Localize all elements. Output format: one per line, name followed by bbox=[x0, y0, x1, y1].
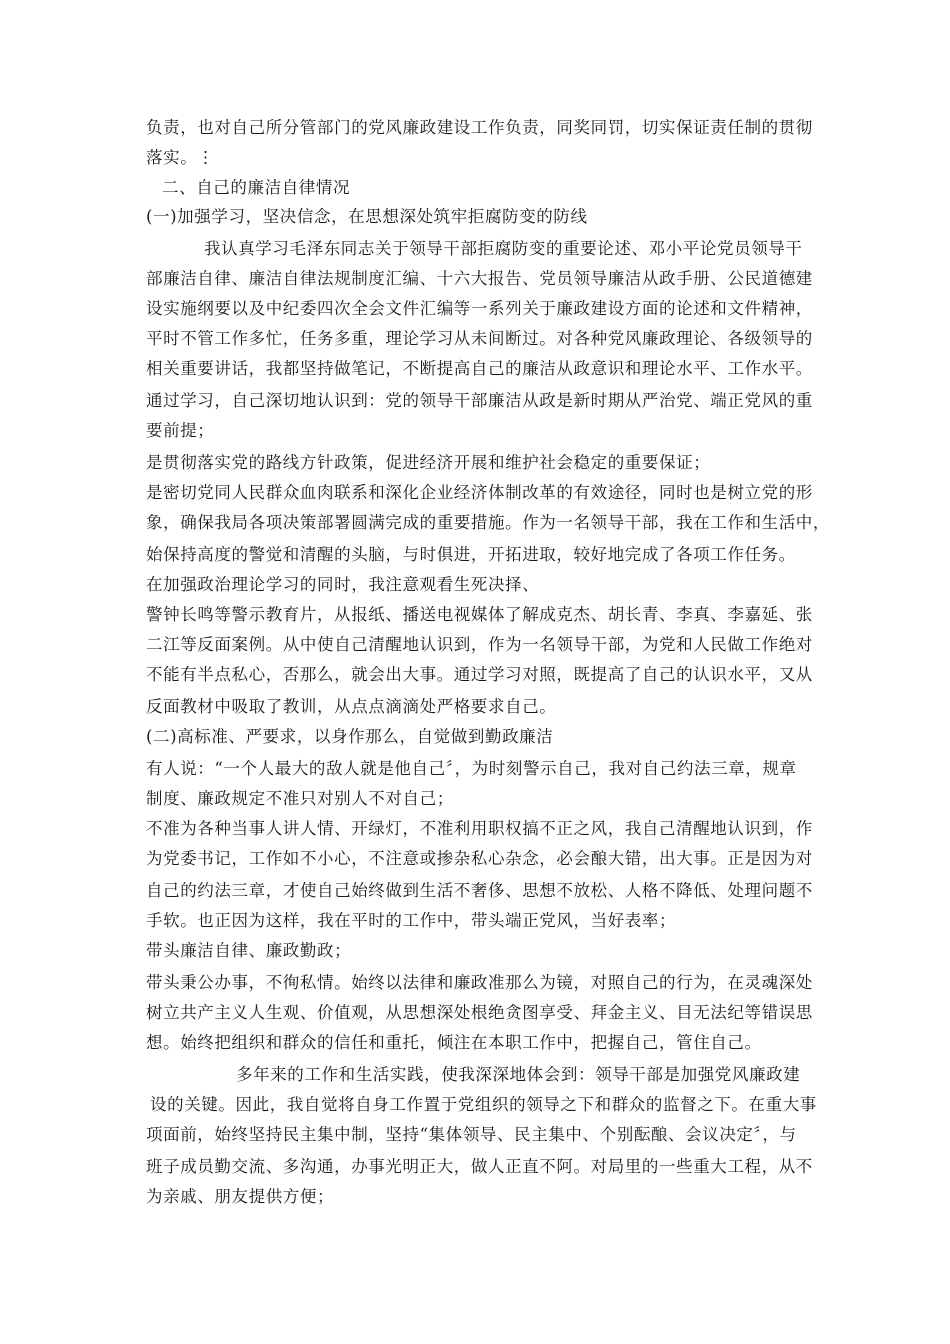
text-line: 为亲戚、朋友提供方便； bbox=[146, 1187, 335, 1206]
text-line: 平时不管工作多忙，任务多重，理论学习从未间断过。对各种党风廉政理论、各级领导的 bbox=[146, 329, 813, 348]
text-line: 带头秉公办事，不徇私情。始终以法律和廉政准那么为镜，对照自己的行为，在灵魂深处 bbox=[146, 973, 813, 992]
text-line: 多年来的工作和生活实践，使我深深地体会到：领导干部是加强党风廉政建 bbox=[236, 1065, 801, 1084]
text-line: 手软。也正因为这样，我在平时的工作中，带头端正党风，当好表率； bbox=[146, 911, 677, 930]
text-line: 想。始终把组织和群众的信任和重托，倾注在本职工作中，把握自己，管住自己。 bbox=[146, 1033, 762, 1052]
text-line: 树立共产主义人生观、价值观，从思想深处根绝贪图享受、拜金主义、目无法纪等错误思 bbox=[146, 1003, 813, 1022]
text-line: 班子成员勤交流、多沟通，办事光明正大，做人正直不阿。对局里的一些重大工程，从不 bbox=[146, 1157, 813, 1176]
text-line: 设实施纲要以及中纪委四次全会文件汇编等一系列关于廉政建设方面的论述和文件精神， bbox=[146, 299, 813, 318]
text-line: 制度、廉政规定不准只对别人不对自己； bbox=[146, 789, 454, 808]
text-line: 要前提； bbox=[146, 421, 215, 440]
section-heading: 二、自己的廉洁自律情况 bbox=[162, 178, 351, 197]
text-line: 通过学习，自己深切地认识到：党的领导干部廉洁从政是新时期从严治党、端正党风的重 bbox=[146, 391, 813, 410]
text-line: 不能有半点私心，否那么，就会出大事。通过学习对照，既提高了自己的认识水平，又从 bbox=[146, 665, 813, 684]
text-line: 部廉洁自律、廉洁自律法规制度汇编、十六大报告、党员领导廉洁从政手册、公民道德建 bbox=[146, 269, 813, 288]
text-line: 带头廉洁自律、廉政勤政； bbox=[146, 941, 352, 960]
text-line: 负责，也对自己所分管部门的党风廉政建设工作负责，同奖同罚，切实保证责任制的贯彻 bbox=[146, 118, 813, 137]
text-line: 设的关键。因此，我自觉将自身工作置于党组织的领导之下和群众的监督之下。在重大事 bbox=[150, 1095, 817, 1114]
text-line: 是贯彻落实党的路线方针政策，促进经济开展和维护社会稳定的重要保证； bbox=[146, 453, 711, 472]
text-line: 始保持高度的警觉和清醒的头脑，与时俱进，开拓进取，较好地完成了各项工作任务。 bbox=[146, 545, 796, 564]
text-line: 反面教材中吸取了教训，从点点滴滴处严格要求自己。 bbox=[146, 697, 557, 716]
text-line: 是密切党同人民群众血肉联系和深化企业经济体制改革的有效途径，同时也是树立党的形 bbox=[146, 483, 813, 502]
text-line: 象，确保我局各项决策部署圆满完成的重要措施。作为一名领导干部，我在工作和生活中， bbox=[146, 513, 830, 532]
subsection-heading: (二)高标准、严要求，以身作那么，自觉做到勤政廉洁 bbox=[146, 727, 554, 746]
text-line: 二江等反面案例。从中使自己清醒地认识到，作为一名领导干部，为党和人民做工作绝对 bbox=[146, 635, 813, 654]
text-line: 项面前，始终坚持民主集中制，坚持“集体领导、民主集中、个别酝酿、会议决定〞，与 bbox=[146, 1125, 797, 1144]
text-line: 有人说：“一个人最大的敌人就是他自己〞，为时刻警示自己，我对自己约法三章，规章 bbox=[146, 759, 797, 778]
text-line: 在加强政治理论学习的同时，我注意观看生死决择、 bbox=[146, 575, 540, 594]
subsection-heading: (一)加强学习，坚决信念，在思想深处筑牢拒腐防变的防线 bbox=[146, 207, 588, 226]
text-line: 自己的约法三章，才使自己始终做到生活不奢侈、思想不放松、人格不降低、处理问题不 bbox=[146, 881, 813, 900]
text-line: 为党委书记，工作如不小心，不注意或掺杂私心杂念，必会酿大错，出大事。正是因为对 bbox=[146, 849, 813, 868]
text-line: 相关重要讲话，我都坚持做笔记，不断提高自己的廉洁从政意识和理论水平、工作水平。 bbox=[146, 359, 813, 378]
text-line: 我认真学习毛泽东同志关于领导干部拒腐防变的重要论述、邓小平论党员领导干 bbox=[204, 239, 803, 258]
text-line: 不准为各种当事人讲人情、开绿灯，不准利用职权搞不正之风，我自己清醒地认识到，作 bbox=[146, 819, 813, 838]
text-line: 警钟长鸣等警示教育片，从报纸、播送电视媒体了解成克杰、胡长青、李真、李嘉延、张 bbox=[146, 605, 813, 624]
text-line: 落实。⋮ bbox=[146, 148, 215, 167]
